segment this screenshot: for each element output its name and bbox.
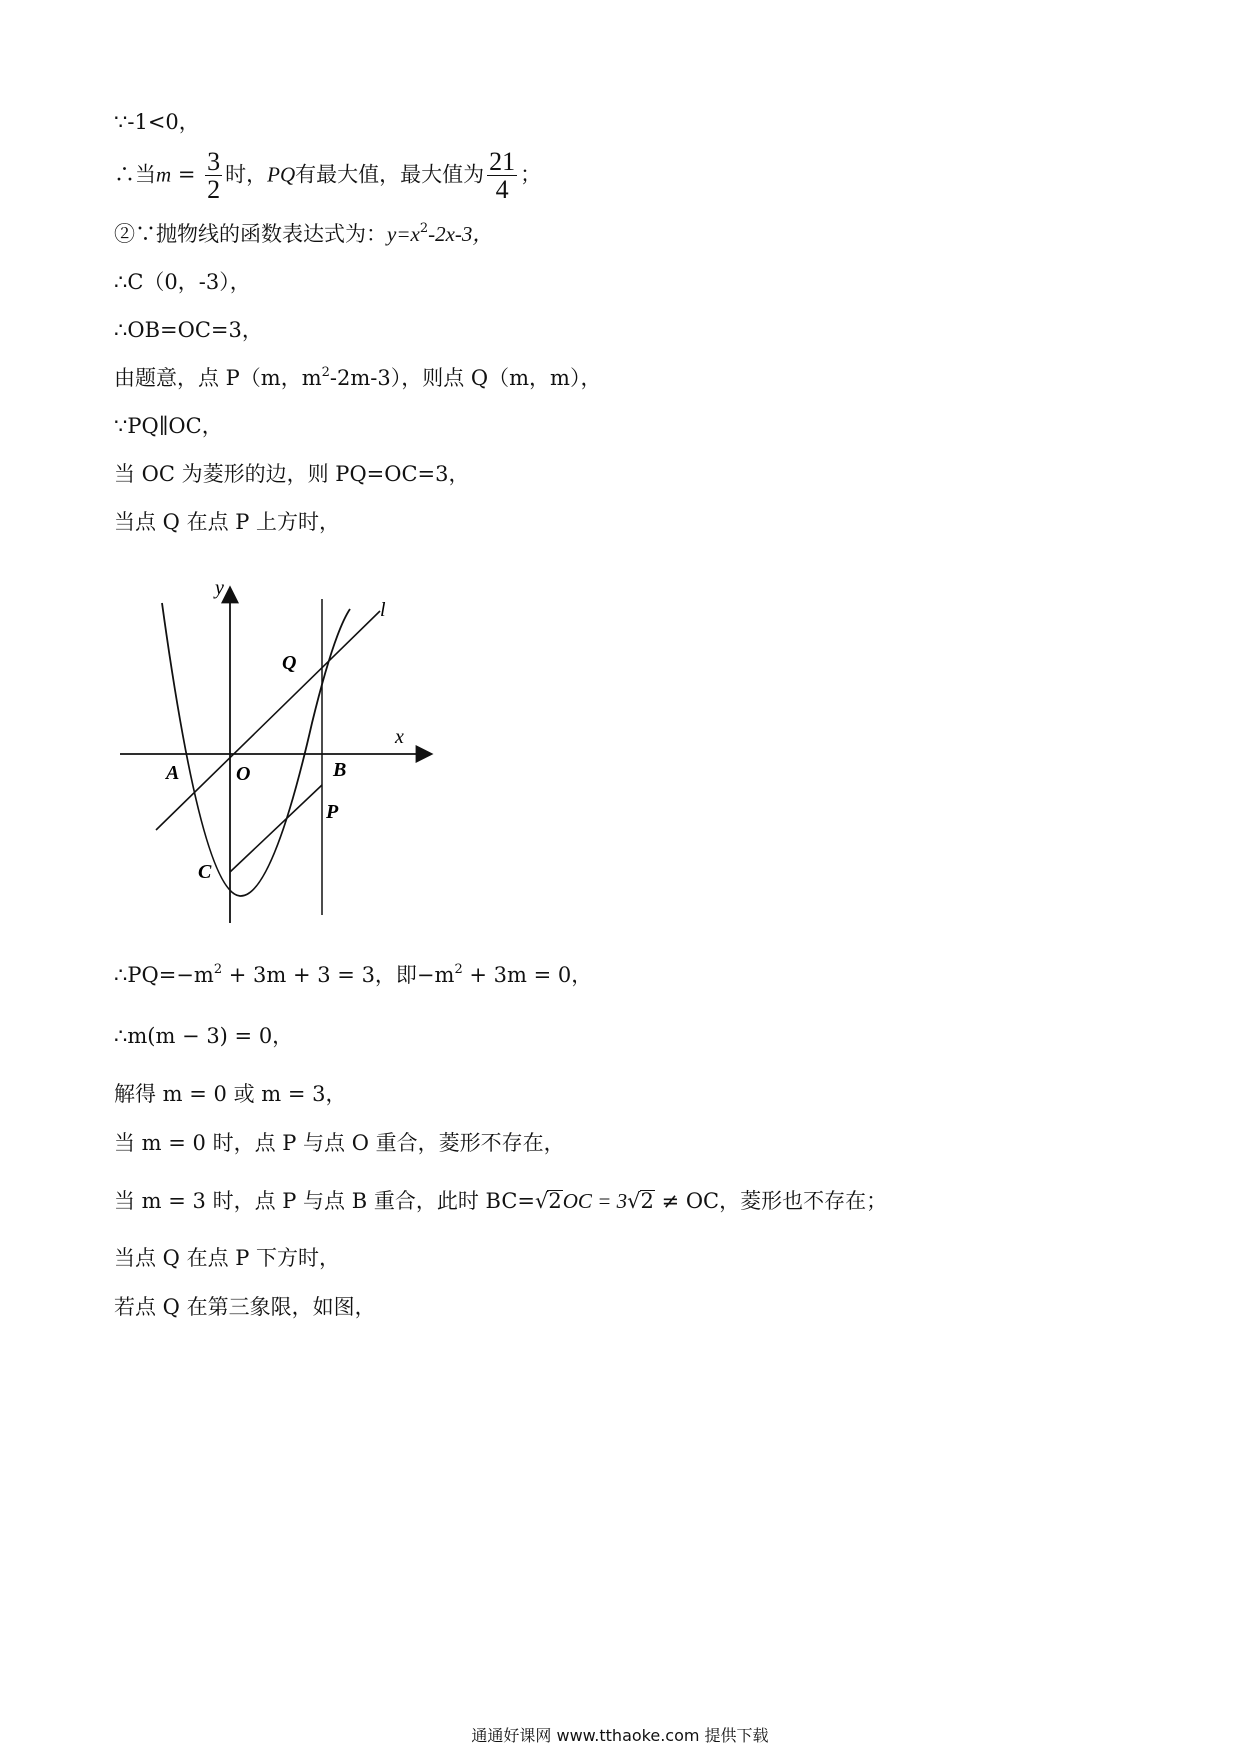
text-segment: = — [171, 162, 203, 187]
text-segment: ≠ OC，菱形也不存在； — [654, 1189, 888, 1213]
text-line-2 — [114, 148, 541, 204]
label-b: B — [333, 759, 347, 781]
label-q: Q — [282, 652, 297, 674]
label-a: A — [166, 762, 180, 784]
text-segment: ②∵抛物线的函数表达式为： — [114, 222, 387, 246]
parabola-figure — [112, 563, 442, 923]
var-m: m — [156, 162, 172, 187]
label-c: C — [198, 861, 212, 883]
text-line-9: 当点 Q 在点 P 上方时， — [114, 510, 341, 534]
text-line-3 — [114, 221, 494, 246]
text-line-11: ∴m(m − 3) = 0， — [114, 1024, 294, 1048]
text-segment: 由题意，点 P（m，m — [114, 366, 322, 390]
text-segment: ； — [520, 162, 542, 187]
label-y: y — [215, 577, 224, 599]
equation: OC = 3 — [562, 1189, 628, 1213]
superscript: 2 — [419, 221, 429, 236]
text-line-13: 当 m = 0 时，点 P 与点 O 重合，菱形不存在， — [114, 1131, 565, 1155]
denominator: 4 — [495, 175, 509, 205]
superscript: 2 — [213, 962, 223, 977]
text-segment: 有最大值，最大值为 — [295, 162, 485, 187]
superscript: 2 — [454, 962, 463, 977]
text-segment: 当 m = 3 时，点 P 与点 B 重合，此时 BC= — [114, 1189, 535, 1213]
text-line-6 — [114, 365, 602, 390]
fraction-three-halves — [205, 148, 222, 204]
equation: ∴PQ=−m — [114, 963, 214, 987]
line-l — [156, 611, 380, 830]
text-line-8: 当 OC 为菱形的边，则 PQ=OC=3， — [114, 462, 470, 486]
text-line-5: ∴OB=OC=3， — [114, 318, 263, 342]
text-line-15: 当点 Q 在点 P 下方时， — [114, 1246, 341, 1270]
label-o: O — [236, 763, 251, 785]
footer-text: 通通好课网 www.tthaoke.com 提供下载 — [471, 1726, 769, 1745]
text-line-10 — [114, 962, 593, 987]
equation: -2x-3， — [428, 222, 494, 246]
numerator: 3 — [207, 147, 221, 176]
equation: + 3m = 0， — [462, 963, 593, 987]
segment-cp — [230, 785, 322, 872]
text-line-16: 若点 Q 在第三象限，如图， — [114, 1295, 376, 1319]
text-segment: -2m-3），则点 Q（m，m）， — [329, 366, 602, 390]
text-line-7: ∵PQ∥OC， — [114, 414, 223, 438]
superscript: 2 — [321, 365, 330, 380]
sqrt-radicand: 2 — [640, 1189, 654, 1213]
equation: + 3m + 3 = 3，即−m — [222, 963, 455, 987]
equation: y=x — [387, 222, 420, 246]
var-pq: PQ — [267, 162, 296, 187]
denominator: 2 — [207, 175, 221, 205]
text-line-1: ∵-1<0， — [114, 110, 200, 134]
sqrt-radicand: 2 — [548, 1189, 562, 1213]
label-x: x — [395, 726, 404, 748]
text-line-14 — [114, 1190, 887, 1212]
sqrt-symbol: √ — [627, 1189, 641, 1213]
text-line-4: ∴C（0，-3）， — [114, 270, 251, 294]
sqrt-symbol: √ — [535, 1189, 549, 1213]
text-segment: ∴当 — [114, 162, 156, 187]
fraction-21-4 — [487, 148, 517, 204]
text-segment: 时， — [225, 162, 268, 187]
label-l: l — [380, 599, 386, 621]
numerator: 21 — [489, 147, 516, 176]
text-line-12: 解得 m = 0 或 m = 3， — [114, 1082, 347, 1106]
label-p: P — [326, 801, 339, 823]
